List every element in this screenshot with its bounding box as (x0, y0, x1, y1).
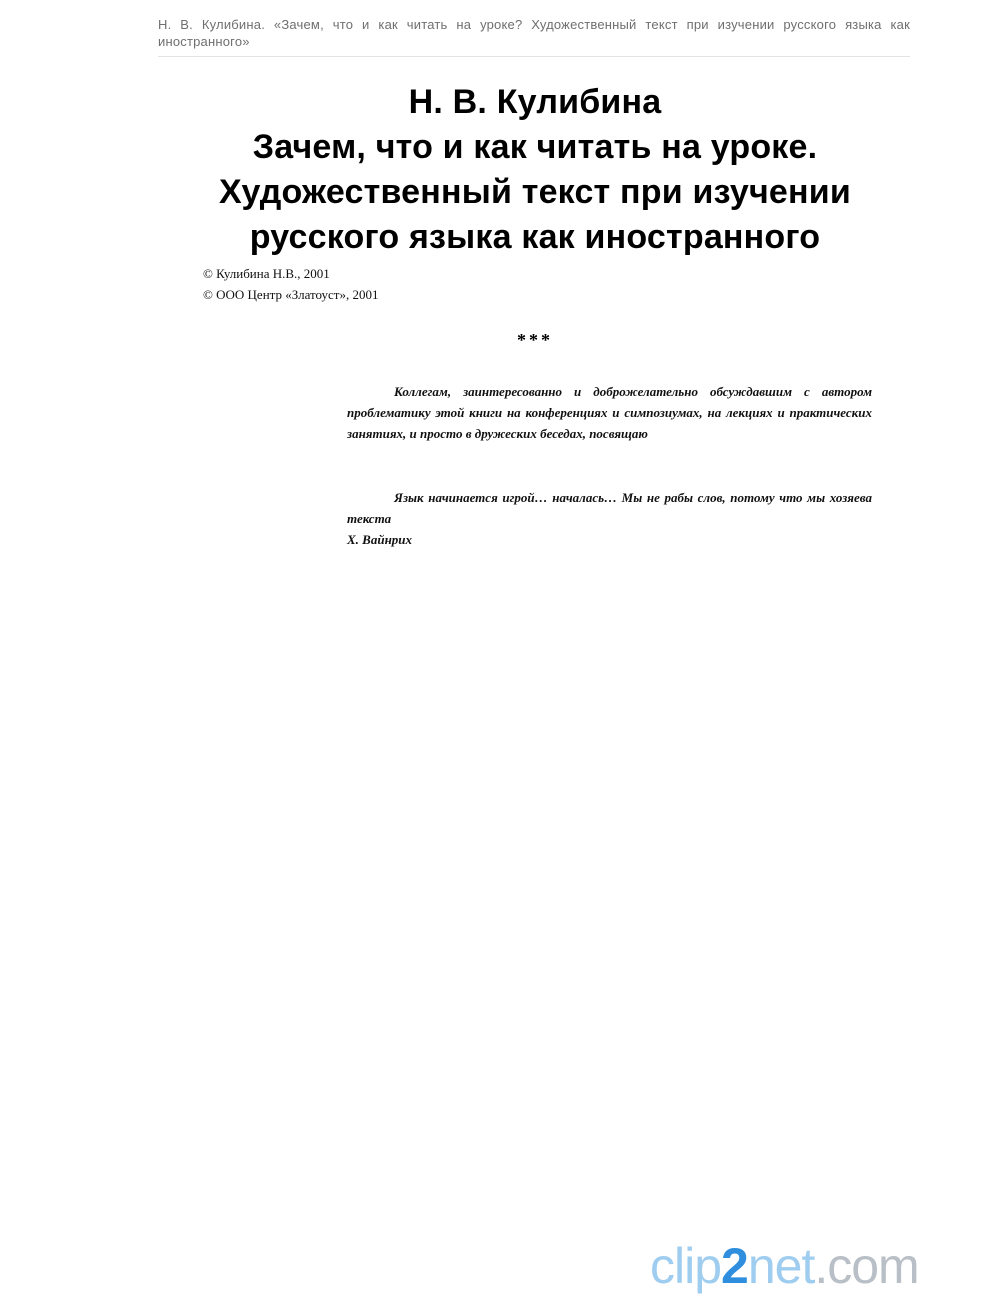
title-line-3: русского языка как иностранного (249, 218, 821, 256)
copyright-publisher: © ООО Центр «Златоуст», 2001 (203, 287, 379, 302)
header-divider (158, 56, 910, 57)
title-line-1: Зачем, что и как читать на уроке. (252, 128, 818, 166)
watermark-part-com: .com (814, 1238, 919, 1294)
copyright-author: © Кулибина Н.В., 2001 (203, 266, 330, 281)
dedication-epigraph: Коллегам, заинтересованно и доброжелательно обсуждавшим с автором проблематику этой книги на конференциях и симпозиумах, на лекциях и практических занятиях, и просто в дружеских беседах, посвящаю (347, 384, 872, 441)
running-header: Н. В. Кулибина. «Зачем, что и как читать на уроке? Художественный текст при изучении русского языка как иностранного» (158, 17, 910, 49)
watermark-part-net: net (747, 1238, 815, 1294)
clip2net-watermark-logo (650, 1236, 940, 1296)
watermark-part-clip: clip (650, 1238, 722, 1294)
section-separator: *** (517, 330, 553, 350)
quote-epigraph: Язык начинается игрой… началась… Мы не рабы слов, потому что мы хозяева текста (347, 490, 872, 526)
document-title (150, 80, 920, 260)
author-name: Н. В. Кулибина (408, 83, 662, 121)
watermark-part-2: 2 (721, 1238, 748, 1294)
quote-author: Х. Вайнрих (347, 532, 413, 547)
copyright-block (203, 263, 703, 305)
title-line-2: Художественный текст при изучении (219, 173, 851, 211)
